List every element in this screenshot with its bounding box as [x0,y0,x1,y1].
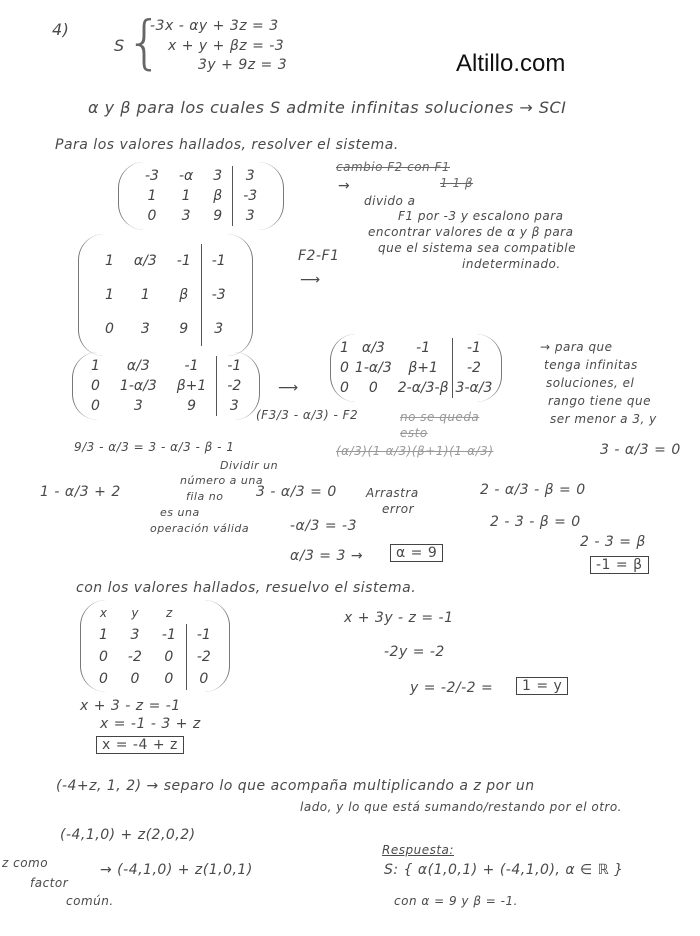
matrix-cell: 0 [105,321,114,337]
matrix-5 [80,600,230,692]
matrix-cell: 0 [340,380,349,396]
equation-line: -2y = -2 [384,644,445,660]
row-operation: F2-F1 [298,248,340,264]
beta-work: 2 - 3 - β = 0 [490,514,581,530]
arrow-icon: ⟶ [300,272,321,288]
matrix-cell: 0 [130,671,140,687]
matrix-cell [186,602,220,624]
resolve-note: con los valores hallados, resuelvo el sistema. [76,580,417,596]
note-line: divido a [364,194,416,208]
matrix-cell: -1 [452,338,495,358]
factor-note: factor [30,876,69,890]
factor-note: común. [66,894,114,908]
matrix-cell: -1 [176,253,191,269]
equation: 3y + 9z = 3 [198,57,288,73]
arrow-icon: → [338,178,351,194]
matrix-cell: 3 [181,208,191,224]
struck-note: cambio F2 con F1 [336,160,450,174]
matrix-cell: -1 [201,244,235,278]
matrix-cell: α/3 [133,253,157,269]
note-line: → para que [540,340,613,354]
matrix-cell: 0 [99,671,108,687]
matrix-cell: β+1 [176,378,207,394]
matrix-cell: -2 [127,649,142,665]
matrix-cell: -2 [217,376,251,396]
matrix-cell: α/3 [126,358,150,374]
task: Para los valores hallados, resolver el sistema. [55,137,399,153]
matrix-cell: 1 [91,358,100,374]
solution-line: (-4+z, 1, 2) → separo lo que acompaña multiplicando a z por un [56,778,535,794]
equation-line: y = -2/-2 = [410,680,494,696]
equation-line: x + 3y - z = -1 [344,610,454,626]
matrix-cell: -1 [217,356,251,376]
beta-work: 2 - 3 = β [580,534,646,550]
matrix-cell: 1 [147,188,157,204]
struck-row: 1 1 β [440,176,474,190]
matrix-cell: 9 [187,398,196,414]
alpha-work: α/3 = 3 → [290,548,364,564]
matrix-cell: -α [178,168,194,184]
matrix-cell: 9 [179,321,189,337]
solution-line: (-4,1,0) + z(2,0,2) [60,827,196,843]
matrix-cell: 0 [91,398,100,414]
answer: S: { α(1,0,1) + (-4,1,0), α ∈ ℝ } [384,862,624,878]
error-note: Arrastra [366,486,419,500]
statement: α y β para los cuales S admite infinitas soluciones → SCI [88,98,567,117]
matrix-cell: 9 [213,208,223,224]
matrix-cell: 1-α/3 [119,378,157,394]
matrix-cell: 0 [147,208,157,224]
matrix-cell: -3 [145,168,159,184]
side-note: número a una [180,474,264,487]
note-line: indeterminado. [462,257,561,271]
matrix-cell: x [99,606,108,620]
matrix-1 [118,162,284,230]
crossed-note: esto [400,426,428,440]
matrix-cell: 0 [186,668,220,690]
matrix-cell: 1 [99,627,108,643]
side-note: es una [160,506,200,519]
matrix-cell: -1 [184,358,199,374]
matrix-cell: 1 [340,340,349,356]
note-line: F1 por -3 y escalono para [398,209,564,223]
matrix-cell: β [213,188,223,204]
matrix-cell: 0 [99,649,108,665]
matrix-cell: 3 [233,166,267,186]
note-line: que el sistema sea compatible [378,241,577,255]
matrix-cell: β+1 [408,360,438,376]
note-line: ser menor a 3, y [550,412,657,426]
note-line: rango tiene que [548,394,651,408]
watermark-logo: Altillo.com [456,50,566,77]
matrix-cell: α/3 [361,340,385,356]
work-line: 9/3 - α/3 = 3 - α/3 - β - 1 [74,440,235,454]
side-note: operación válida [150,522,250,535]
equation: x + y + βz = -3 [168,38,285,54]
exercise-number: 4) [52,20,70,39]
matrix-cell: z [165,606,173,620]
matrix-cell: 3-α/3 [452,378,495,398]
matrix-cell: -3 [201,278,235,312]
beta-work: 3 - α/3 = 0 [600,442,681,458]
alpha-work: -α/3 = -3 [290,518,357,534]
crossed-note: no se queda [400,410,480,424]
system-label: S [114,36,125,55]
matrix-cell: -2 [186,646,220,668]
note-line: encontrar valores de α y β para [368,225,574,239]
side-note: fila no [186,490,224,503]
matrix-cell: -3 [233,186,267,206]
matrix-cell: -1 [416,340,431,356]
matrix-cell: 0 [340,360,349,376]
crossed-note: (α/3)(1-α/3)(β+1)(1-α/3) [336,444,494,458]
matrix-cell: -1 [186,624,220,646]
matrix-cell: 3 [133,398,143,414]
side-note: Dividir un [220,459,279,472]
matrix-cell: 3 [130,627,140,643]
matrix-cell: 1 [105,253,114,269]
factor-note: z como [2,856,49,870]
beta-result: -1 = β [590,556,649,574]
matrix-cell: 0 [164,649,174,665]
matrix-cell: 0 [91,378,100,394]
matrix-cell: 3 [217,396,251,416]
beta-work: 2 - α/3 - β = 0 [480,482,586,498]
matrix-cell: -1 [161,627,176,643]
alpha-work: 3 - α/3 = 0 [256,484,337,500]
matrix-cell: -2 [452,358,495,378]
matrix-3 [72,352,260,420]
matrix-cell: 3 [201,312,235,346]
equation: -3x - αy + 3z = 3 [150,18,279,34]
brace: { [126,8,163,76]
solution-line: lado, y lo que está sumando/restando por el otro. [300,800,622,814]
solution-line: → (-4,1,0) + z(1,0,1) [100,862,253,878]
alpha-result: α = 9 [390,544,443,562]
matrix-cell: β [179,287,189,303]
x-work: x = -1 - 3 + z [100,716,201,732]
matrix-cell: 3 [140,321,150,337]
matrix-cell: 0 [368,380,378,396]
error-note: error [382,502,415,516]
matrix-4 [330,334,502,402]
answer-values: con α = 9 y β = -1. [394,894,518,908]
arrow-icon: ⟶ [278,380,299,396]
matrix-cell: 1 [181,188,191,204]
matrix-cell: 0 [164,671,174,687]
matrix-2 [78,234,253,356]
matrix-cell: 1 [105,287,114,303]
x-work: x + 3 - z = -1 [80,698,181,714]
matrix-cell: y [131,606,139,620]
matrix-cell: 2-α/3-β [397,380,449,396]
x-result: x = -4 + z [96,736,184,754]
note-line: soluciones, el [546,376,635,390]
matrix-cell: 3 [233,206,267,226]
matrix-cell: 1-α/3 [354,360,392,376]
matrix-cell: 1 [140,287,150,303]
note-line: tenga infinitas [544,358,638,372]
work-line: 1 - α/3 + 2 [40,484,121,500]
row-operation: (F3/3 - α/3) - F2 [256,408,359,422]
matrix-cell: 3 [213,168,223,184]
y-result: 1 = y [516,677,568,695]
answer-label: Respuesta: [382,843,454,857]
